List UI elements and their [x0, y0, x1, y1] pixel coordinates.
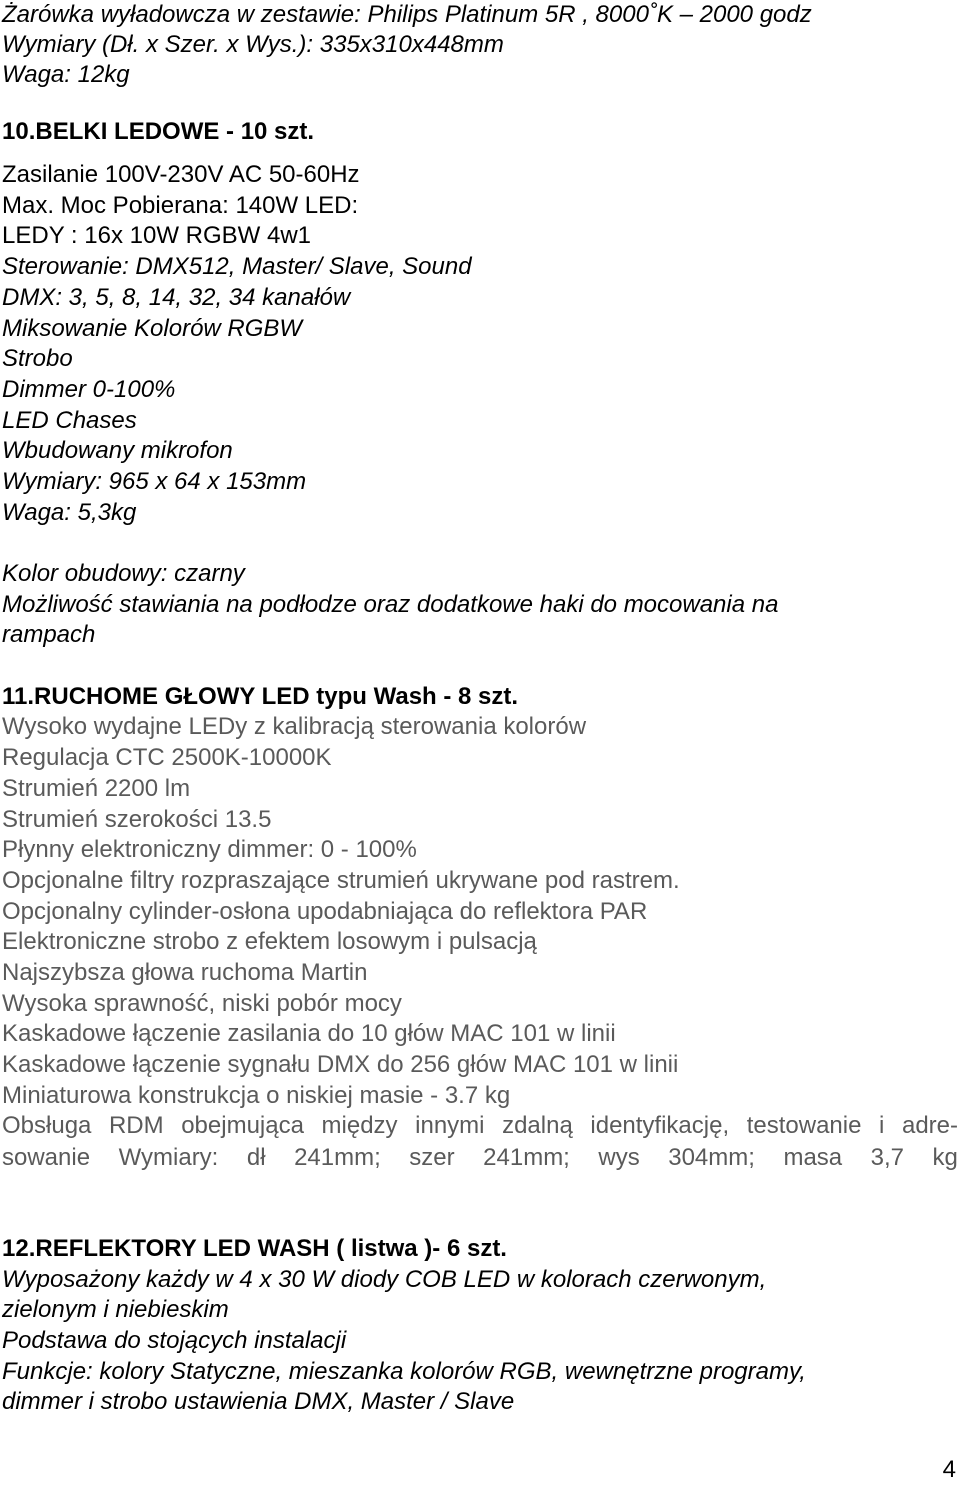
section-heading-12: 12.REFLEKTORY LED WASH ( listwa )- 6 szt.	[2, 1235, 507, 1262]
word: Obsługa	[2, 1112, 92, 1139]
text-line: LED Chases	[2, 407, 137, 434]
word: dł	[246, 1144, 266, 1171]
word: 304mm;	[668, 1144, 755, 1171]
text-line: Opcjonalne filtry rozpraszające strumień ukrywane pod rastrem.	[2, 867, 680, 894]
word: sowanie	[2, 1144, 91, 1171]
text-line: Elektroniczne strobo z efektem losowym i pulsacją	[2, 928, 537, 955]
word: i	[879, 1112, 885, 1139]
text-line: Możliwość stawiania na podłodze oraz dodatkowe haki do mocowania na	[2, 591, 779, 618]
text-line: Max. Moc Pobierana: 140W LED:	[2, 192, 359, 219]
word: masa	[783, 1144, 843, 1171]
word: identyfikację,	[590, 1112, 730, 1139]
word: obejmująca	[181, 1112, 304, 1139]
word: testowanie	[746, 1112, 862, 1139]
word: zdalną	[502, 1112, 573, 1139]
text-line: Podstawa do stojących instalacji	[2, 1327, 347, 1354]
text-line: Miksowanie Kolorów RGBW	[2, 315, 303, 342]
text-line: zielonym i niebieskim	[2, 1296, 229, 1323]
text-line: Żarówka wyładowcza w zestawie: Philips Platinum 5R , 8000˚K – 2000 godz	[2, 1, 812, 28]
justified-line-2	[2, 1143, 958, 1173]
text-line: Waga: 5,3kg	[2, 499, 137, 526]
text-line: Waga: 12kg	[2, 61, 130, 88]
text-line: Zasilanie 100V-230V AC 50-60Hz	[2, 161, 360, 188]
word: kg	[932, 1144, 958, 1171]
text-line: Strumień szerokości 13.5	[2, 806, 272, 833]
section-heading-11: 11.RUCHOME GŁOWY LED typu Wash - 8 szt.	[2, 683, 519, 710]
word: 241mm;	[294, 1144, 381, 1171]
word: wys	[598, 1144, 640, 1171]
word: adre-	[901, 1112, 958, 1139]
text-line: Regulacja CTC 2500K-10000K	[2, 744, 332, 771]
word: innymi	[415, 1112, 485, 1139]
text-line: Strumień 2200 lm	[2, 775, 191, 802]
word: Wymiary:	[118, 1144, 219, 1171]
text-line: Wymiary (Dł. x Szer. x Wys.): 335x310x448mm	[2, 31, 504, 58]
text-line: Wyposażony każdy w 4 x 30 W diody COB LED w kolorach czerwonym,	[2, 1266, 767, 1293]
word: między	[321, 1112, 398, 1139]
text-line: DMX: 3, 5, 8, 14, 32, 34 kanałów	[2, 284, 351, 311]
text-line: Najszybsza głowa ruchoma Martin	[2, 959, 368, 986]
text-line: Płynny elektroniczny dimmer: 0 - 100%	[2, 836, 417, 863]
text-line: Wysoka sprawność, niski pobór mocy	[2, 990, 402, 1017]
word: RDM	[108, 1112, 164, 1139]
text-line: Funkcje: kolory Statyczne, mieszanka kolorów RGB, wewnętrzne programy,	[2, 1358, 806, 1385]
text-line: Kaskadowe łączenie sygnału DMX do 256 głów MAC 101 w linii	[2, 1051, 679, 1078]
text-line: Wymiary: 965 x 64 x 153mm	[2, 468, 307, 495]
text-line: Sterowanie: DMX512, Master/ Slave, Sound	[2, 253, 472, 280]
text-line: LEDY : 16x 10W RGBW 4w1	[2, 222, 311, 249]
word: 241mm;	[483, 1144, 570, 1171]
page-number: 4	[942, 1456, 956, 1483]
text-line: Kaskadowe łączenie zasilania do 10 głów MAC 101 w linii	[2, 1020, 616, 1047]
text-line: Kolor obudowy: czarny	[2, 560, 245, 587]
text-line: Opcjonalny cylinder-osłona upodabniająca do reflektora PAR	[2, 898, 648, 925]
text-line: dimmer i strobo ustawienia DMX, Master / Slave	[2, 1388, 515, 1415]
text-line: Wysoko wydajne LEDy z kalibracją sterowania kolorów	[2, 713, 587, 740]
word: 3,7	[870, 1144, 905, 1171]
text-line: rampach	[2, 621, 96, 648]
text-line: Strobo	[2, 345, 73, 372]
justified-line-1	[2, 1111, 958, 1141]
text-line: Miniaturowa konstrukcja o niskiej masie - 3.7 kg	[2, 1082, 511, 1109]
word: szer	[409, 1144, 455, 1171]
section-heading-10: 10.BELKI LEDOWE - 10 szt.	[2, 118, 315, 145]
text-line: Dimmer 0-100%	[2, 376, 176, 403]
text-line: Wbudowany mikrofon	[2, 437, 233, 464]
